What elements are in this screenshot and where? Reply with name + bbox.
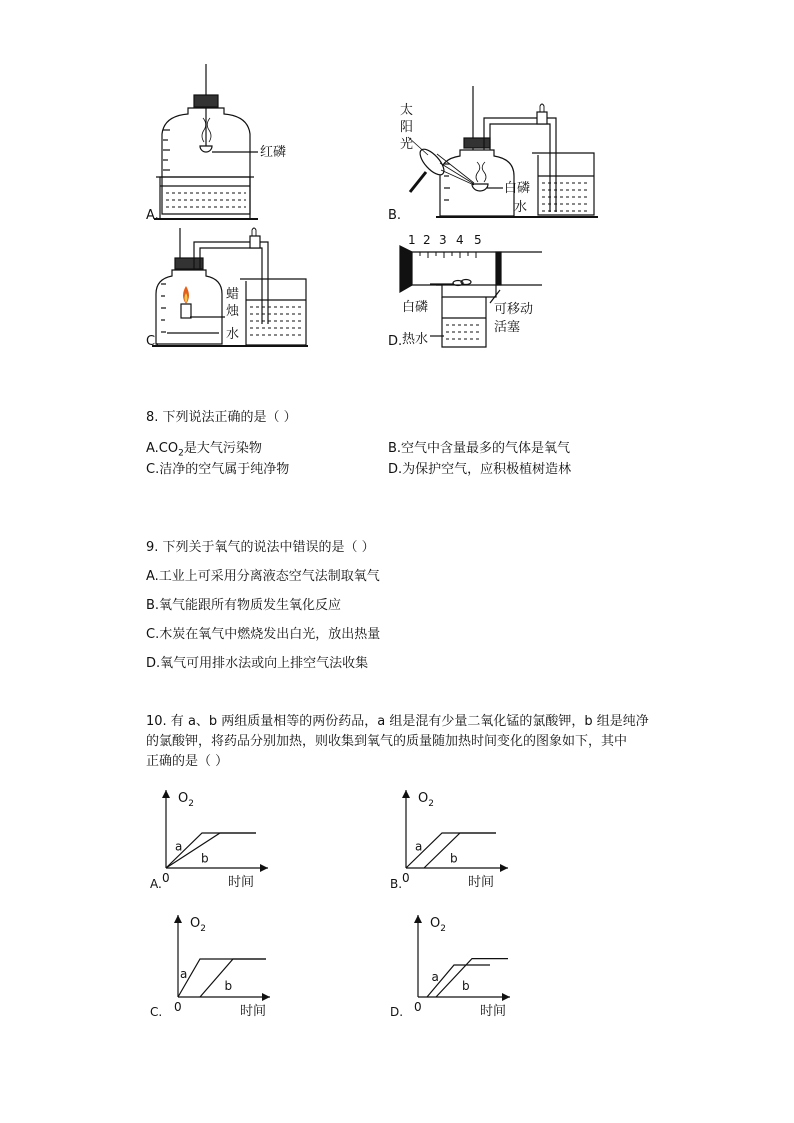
- origin-label: 0: [162, 871, 170, 885]
- y-axis-arrow: [174, 915, 182, 923]
- option-label: C.: [150, 1005, 163, 1019]
- graph-a: [150, 790, 268, 891]
- sunlight-char-2: 阳: [400, 120, 414, 135]
- series-label-a: a: [431, 970, 439, 984]
- q9-option-c: C.木炭在氧气中燃烧发出白光，放出热量: [146, 627, 381, 642]
- y-axis-arrow: [414, 915, 422, 923]
- graph-c: [150, 915, 270, 1019]
- option-label: D.: [390, 1005, 404, 1019]
- x-axis-arrow: [260, 864, 268, 872]
- white-phosphorus-label-d: 白磷: [402, 300, 429, 315]
- origin-label: 0: [414, 1000, 422, 1014]
- water-label-c: 水: [226, 327, 240, 342]
- series-label-b: b: [462, 978, 470, 993]
- q9-option-a: A.工业上可采用分离液态空气法制取氧气: [146, 569, 380, 584]
- ruler-tick-1: 1: [408, 233, 416, 247]
- ruler-tick-4: 4: [456, 233, 464, 247]
- q8-option-a: $A.CO_2$是大气污染物: [146, 441, 262, 459]
- option-d-label: D.: [388, 334, 403, 349]
- y-axis-arrow: [162, 790, 170, 798]
- hot-water-label: 热水: [402, 332, 429, 347]
- candle-char-1: 蜡: [226, 287, 240, 302]
- series-line-b: [424, 833, 496, 868]
- graph-b: [390, 790, 508, 891]
- series-line-b: [200, 959, 266, 997]
- series-label-a: a: [180, 967, 188, 981]
- y-axis-label: $O_2$: [418, 791, 434, 809]
- q9-option-b: B.氧气能跟所有物质发生氧化反应: [146, 598, 342, 613]
- sunlight-char-1: 太: [400, 103, 414, 118]
- piston-label-1: 可移动: [494, 302, 534, 317]
- series-label-b: b: [450, 851, 458, 866]
- series-line-a: [178, 959, 266, 997]
- ruler-tick-2: 2: [423, 233, 431, 247]
- series-line-b: [436, 959, 508, 997]
- q10-line-1: 10. 有 a、b 两组质量相等的两份药品，a 组是混有少量二氧化锰的氯酸钾，b 组是纯净: [146, 714, 649, 729]
- q8-stem: 8. 下列说法正确的是（ ）: [146, 410, 297, 425]
- q8-option-b: B.空气中含量最多的气体是氧气: [388, 441, 571, 456]
- ruler-tick-3: 3: [439, 233, 447, 247]
- q8-option-d: D.为保护空气，应积极植树造林: [388, 462, 572, 477]
- y-axis-label: $O_2$: [190, 916, 206, 934]
- graph-d: [390, 915, 510, 1019]
- option-b-label: B.: [388, 208, 402, 223]
- y-axis-label: $O_2$: [430, 916, 446, 934]
- x-axis-arrow: [262, 993, 270, 1001]
- x-axis-label: 时间: [480, 1004, 507, 1019]
- piston-label-2: 活塞: [494, 320, 521, 335]
- candle-char-2: 烛: [226, 304, 240, 319]
- red-phosphorus-label: 红磷: [260, 145, 287, 160]
- sunlight-char-3: 光: [400, 137, 414, 152]
- x-axis-label: 时间: [240, 1004, 267, 1019]
- x-axis-arrow: [502, 993, 510, 1001]
- x-axis-label: 时间: [228, 875, 255, 890]
- q9-stem: 9. 下列关于氧气的说法中错误的是（ ）: [146, 540, 375, 555]
- option-a-label: A.: [146, 208, 159, 223]
- origin-label: 0: [402, 871, 410, 885]
- series-label-a: a: [415, 839, 423, 854]
- option-label: B.: [390, 877, 403, 891]
- origin-label: 0: [174, 1000, 182, 1014]
- q9-option-d: D.氧气可用排水法或向上排空气法收集: [146, 656, 369, 671]
- option-c-label: C.: [146, 334, 160, 349]
- ruler-tick-5: 5: [474, 233, 482, 247]
- y-axis-arrow: [402, 790, 410, 798]
- x-axis-label: 时间: [468, 875, 495, 890]
- q10-line-2: 的氯酸钾，将药品分别加热，则收集到氧气的质量随加热时间变化的图象如下，其中: [146, 734, 628, 749]
- water-label-b: 水: [514, 200, 528, 215]
- y-axis-label: $O_2$: [178, 791, 194, 809]
- series-label-b: b: [201, 851, 209, 866]
- series-label-b: b: [224, 979, 233, 993]
- q10-line-3: 正确的是（ ）: [146, 754, 229, 769]
- white-phosphorus-label-b: 白磷: [504, 181, 531, 196]
- option-label: A.: [150, 877, 162, 891]
- q8-option-c: C.洁净的空气属于纯净物: [146, 462, 290, 477]
- x-axis-arrow: [500, 864, 508, 872]
- series-label-a: a: [175, 839, 183, 854]
